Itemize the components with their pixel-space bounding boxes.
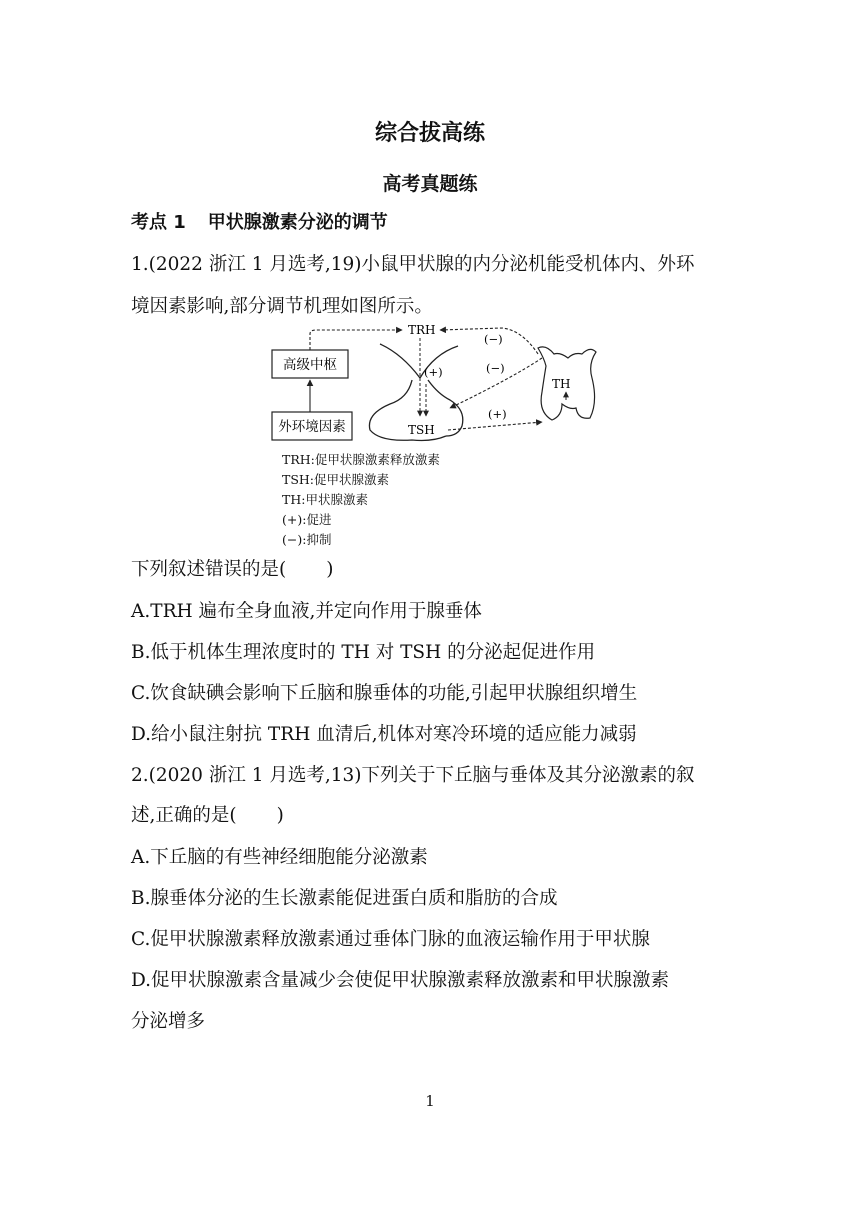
- legend-item: TH:甲状腺激素: [282, 492, 368, 507]
- q1-option-b: B.低于机体生理浓度时的 TH 对 TSH 的分泌起促进作用: [131, 642, 596, 663]
- external-factor-label: 外环境因素: [278, 419, 346, 435]
- higher-center-label: 高级中枢: [283, 357, 337, 373]
- q1-prompt: 下列叙述错误的是( ): [131, 559, 334, 580]
- plus-label-thyroid: (+): [488, 407, 507, 421]
- q1-option-c: C.饮食缺碘会影响下丘脑和腺垂体的功能,引起甲状腺组织增生: [131, 683, 638, 704]
- q1-stem-line2: 境因素影响,部分调节机理如图所示。: [131, 296, 433, 317]
- legend-item: TSH:促甲状腺激素: [282, 472, 390, 487]
- q2-option-d: D.促甲状腺激素含量减少会使促甲状腺激素释放激素和甲状腺激素: [131, 970, 670, 991]
- q2-option-a: A.下丘脑的有些神经细胞能分泌激素: [131, 847, 428, 868]
- q2-option-c: C.促甲状腺激素释放激素通过垂体门脉的血液运输作用于甲状腺: [131, 929, 650, 950]
- q1-option-a: A.TRH 遍布全身血液,并定向作用于腺垂体: [131, 601, 482, 622]
- q2-stem-line1: 2.(2020 浙江 1 月选考,13)下列关于下丘脑与垂体及其分泌激素的叙: [131, 765, 695, 786]
- q2-stem-line2: 述,正确的是( ): [131, 805, 284, 826]
- legend-item: TRH:促甲状腺激素释放激素: [282, 452, 440, 467]
- q2-option-b: B.腺垂体分泌的生长激素能促进蛋白质和脂肪的合成: [131, 888, 558, 909]
- diagram-legend: [282, 450, 440, 550]
- minus-label-trh: (−): [484, 332, 503, 346]
- plus-label-pituitary: (+): [424, 365, 443, 379]
- minus-label-pituitary: (−): [486, 361, 505, 375]
- section-label: 考点 1: [131, 212, 186, 233]
- legend-item: (−):抑制: [282, 532, 332, 547]
- regulation-diagram: [262, 318, 602, 448]
- q1-stem-line1: 1.(2022 浙江 1 月选考,19)小鼠甲状腺的内分泌机能受机体内、外环: [131, 254, 695, 275]
- section-name: 甲状腺激素分泌的调节: [207, 212, 388, 233]
- page-title: 综合拔高练: [374, 121, 485, 146]
- trh-label: TRH: [408, 323, 436, 337]
- page-subtitle: 高考真题练: [382, 173, 478, 195]
- legend-item: (+):促进: [282, 512, 332, 527]
- q2-option-d-continued: 分泌增多: [131, 1011, 206, 1032]
- q1-option-d: D.给小鼠注射抗 TRH 血清后,机体对寒冷环境的适应能力减弱: [131, 724, 637, 745]
- section-heading: [131, 208, 388, 234]
- th-label: TH: [552, 377, 571, 391]
- tsh-label: TSH: [408, 423, 435, 437]
- page-number: 1: [425, 1092, 435, 1110]
